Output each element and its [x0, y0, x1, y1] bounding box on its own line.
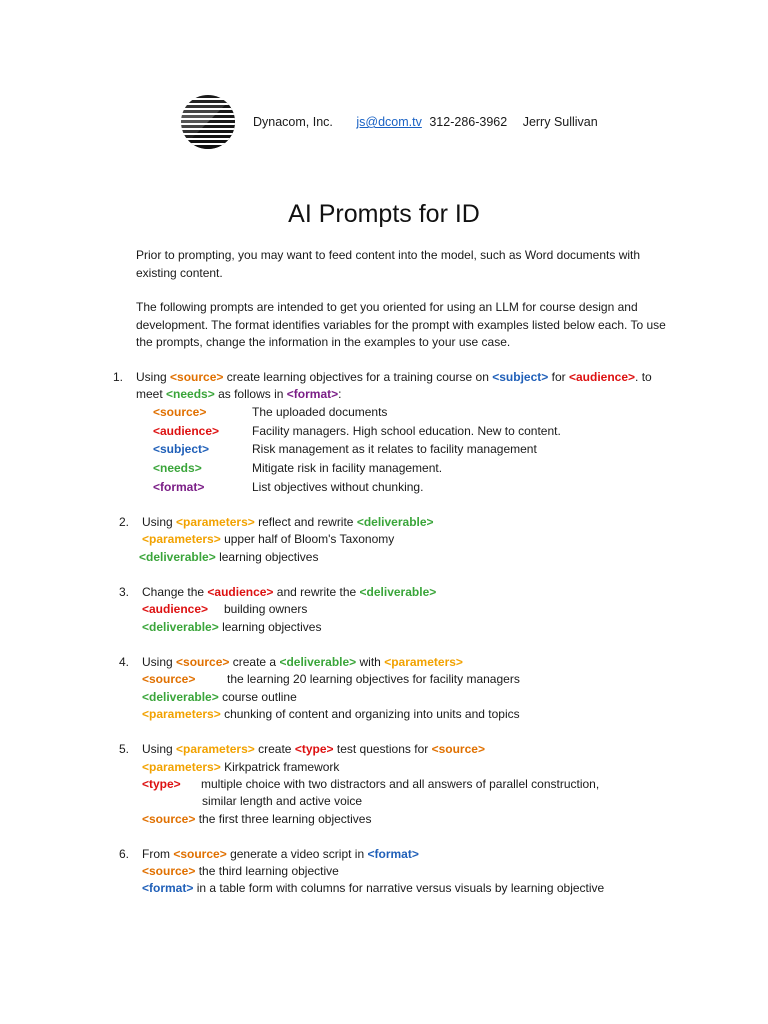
prompt-text: with [359, 655, 381, 669]
tag-format: <format> [286, 387, 339, 401]
prompt-text: and rewrite the [276, 585, 357, 599]
prompt-text: meet [136, 387, 163, 401]
example-source: The uploaded documents [252, 405, 388, 419]
prompt-5-line-1 [142, 741, 485, 758]
contact-name: Jerry Sullivan [522, 115, 598, 129]
tag-parameters: <parameters> [142, 532, 221, 546]
tag-parameters: <parameters> [142, 707, 221, 721]
tag-source: <source> [142, 864, 196, 878]
tag-deliverable: <deliverable> [359, 585, 437, 599]
tag-parameters: <parameters> [176, 515, 255, 529]
example-parameters: Kirkpatrick framework [224, 760, 340, 774]
tag-subject: <subject> [153, 442, 210, 456]
tag-needs: <needs> [153, 461, 202, 475]
prompt-text: Using [142, 515, 173, 529]
example-parameters: chunking of content and organizing into units and topics [224, 707, 520, 721]
example-line [139, 549, 318, 566]
example-deliverable: learning objectives [219, 550, 319, 564]
example-source: the learning 20 learning objectives for facility managers [227, 672, 520, 686]
example-audience: building owners [224, 602, 308, 616]
prompt-4-line-1 [142, 654, 463, 671]
prompt-text: From [142, 847, 170, 861]
tag-source: <source> [173, 847, 227, 861]
example-subject: Risk management as it relates to facility management [252, 442, 537, 456]
tag-deliverable: <deliverable> [356, 515, 434, 529]
list-number-6: 6. [119, 847, 130, 861]
list-number-5: 5. [119, 742, 130, 756]
tag-format: <format> [142, 881, 194, 895]
tag-audience: <audience> [153, 424, 220, 438]
tag-deliverable: <deliverable> [139, 550, 216, 564]
example-audience: Facility managers. High school education. New to content. [252, 424, 561, 438]
example-format: List objectives without chunking. [252, 480, 424, 494]
tag-source: <source> [176, 655, 230, 669]
example-needs: Mitigate risk in facility management. [252, 461, 443, 475]
prompt-3-line-1 [142, 584, 436, 601]
example-line [142, 689, 297, 706]
example-line [142, 706, 520, 723]
tag-audience: <audience> [568, 370, 636, 384]
tag-source: <source> [170, 370, 224, 384]
example-deliverable: learning objectives [222, 620, 322, 634]
contact-line [253, 115, 618, 129]
tag-audience: <audience> [207, 585, 274, 599]
tag-deliverable: <deliverable> [142, 620, 219, 634]
example-type: multiple choice with two distractors and all answers of parallel construction, [201, 777, 600, 791]
example-source: the first three learning objectives [198, 812, 372, 826]
example-source: the third learning objective [198, 864, 339, 878]
tag-type: <type> [142, 777, 181, 791]
intro-paragraph-1: Prior to prompting, you may want to feed content into the model, such as Word documents with existing content. [136, 248, 641, 280]
tag-format: <format> [367, 847, 419, 861]
tag-source: <source> [431, 742, 485, 756]
letterhead [180, 94, 680, 152]
prompt-text: . to [635, 370, 652, 384]
example-line [142, 863, 339, 880]
prompt-text: : [338, 387, 342, 401]
tag-parameters: <parameters> [176, 742, 255, 756]
dynacom-logo-icon [180, 94, 236, 150]
phone-number: 312-286-3962 [429, 115, 508, 129]
prompt-text: create learning objectives for a training course on [226, 370, 489, 384]
company-name: Dynacom, Inc. [253, 115, 333, 129]
tag-subject: <subject> [492, 370, 549, 384]
prompt-text: create a [232, 655, 277, 669]
tag-format: <format> [153, 480, 205, 494]
example-line [142, 619, 321, 636]
list-number-1: 1. [113, 370, 124, 384]
example-format: in a table form with columns for narrative versus visuals by learning objective [196, 881, 605, 895]
tag-source: <source> [153, 405, 207, 419]
list-number-4: 4. [119, 655, 130, 669]
prompt-text: Using [142, 655, 173, 669]
example-line [142, 811, 371, 828]
prompt-text: Using [136, 370, 167, 384]
example-line [142, 759, 339, 776]
intro-paragraph-2: The following prompts are intended to get you oriented for using an LLM for course design and development. The format identifies variables for the prompt with examples listed below each. To use the prompts, change the information in the examples to your use case. [136, 300, 666, 349]
example-type-continued: similar length and active voice [202, 794, 363, 808]
list-number-3: 3. [119, 585, 130, 599]
prompt-text: Using [142, 742, 173, 756]
tag-deliverable: <deliverable> [142, 690, 219, 704]
tag-source: <source> [142, 812, 196, 826]
tag-needs: <needs> [166, 387, 215, 401]
page-title: AI Prompts for ID [288, 200, 480, 228]
email-link[interactable]: js@dcom.tv [356, 115, 422, 129]
prompt-text: as follows in [218, 387, 284, 401]
prompt-text: create [258, 742, 292, 756]
prompt-1-line-1 [136, 369, 652, 386]
tag-parameters: <parameters> [142, 760, 221, 774]
tag-type: <type> [294, 742, 334, 756]
prompt-text: generate a video script in [230, 847, 365, 861]
tag-audience: <audience> [142, 602, 209, 616]
prompt-6-line-1 [142, 846, 419, 863]
tag-parameters: <parameters> [384, 655, 463, 669]
prompt-text: for [551, 370, 566, 384]
example-line [142, 880, 604, 897]
tag-deliverable: <deliverable> [279, 655, 357, 669]
list-number-2: 2. [119, 515, 130, 529]
prompt-1-line-2 [136, 386, 342, 403]
prompt-text: reflect and rewrite [258, 515, 354, 529]
example-line [142, 531, 394, 548]
prompt-text: Change the [142, 585, 205, 599]
tag-source: <source> [142, 672, 196, 686]
prompt-text: test questions for [336, 742, 429, 756]
example-parameters: upper half of Bloom's Taxonomy [224, 532, 395, 546]
prompt-2-line-1 [142, 514, 434, 531]
example-deliverable: course outline [222, 690, 297, 704]
